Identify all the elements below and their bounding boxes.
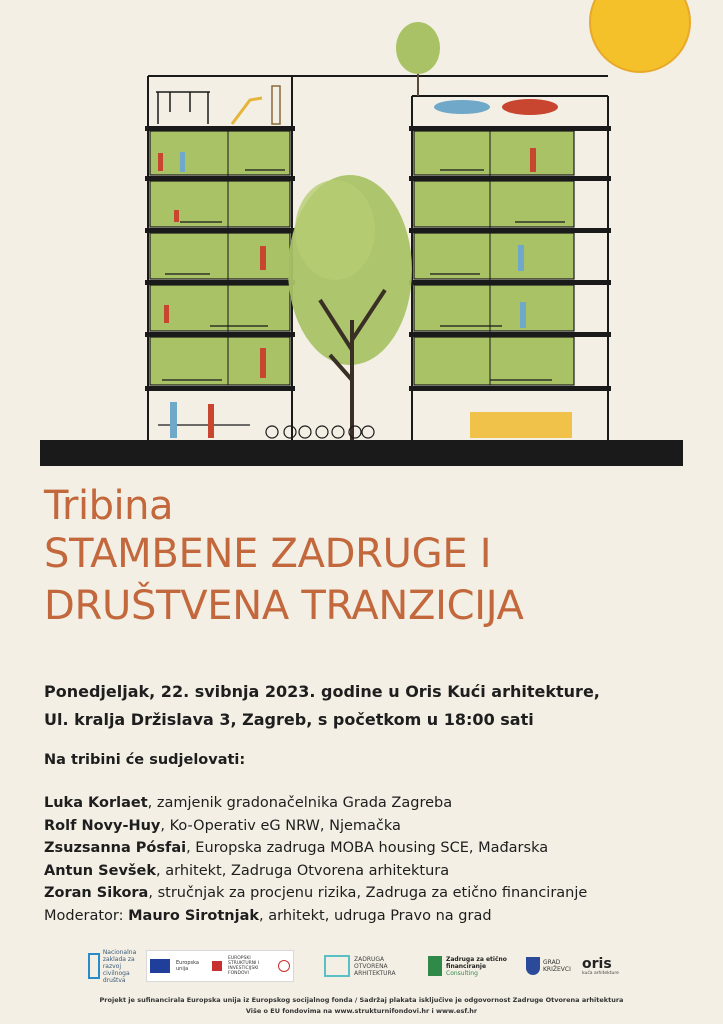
participant-name: Antun Sevšek [44,862,157,879]
title-line-3: DRUŠTVENA TRANZICIJA [44,583,524,629]
participant-role: , arhitekt, udruga Pravo na grad [259,907,492,924]
participant-row [44,815,704,838]
logo-zoa: ZADRUGA OTVORENA ARHITEKTURA [324,948,402,984]
bicycles [266,426,374,438]
participant-name: Zsuzsanna Pósfai [44,840,187,856]
participant-role: , zamjenik gradonačelnika Grada Zagreba [147,795,453,811]
participant-row [44,792,704,815]
event-details [44,678,704,734]
title-block [44,484,704,632]
participant-name: Mauro Sirotnjak [128,907,260,924]
eu-flag-icon [150,959,170,973]
ground [40,440,683,466]
badge-icon [278,960,290,972]
esf-icon [212,961,222,971]
zaklada-icon [88,953,100,979]
moderator-row [44,905,704,928]
rooftop-tree [396,22,440,96]
participant-row [44,882,704,905]
left-wing [150,131,290,385]
logo-oris: oris kuća arhitekture [582,955,619,976]
participant-row [44,837,704,860]
participant-name: Luka Korlaet [44,795,148,811]
participants-list [44,792,704,927]
footer-disclaimer: Projekt je sufinancirala Europska unija iz Europskog socijalnog fonda / Sadržaj plakata isključive je odgovornost Zadruge Otvorena arhitektura [99,996,624,1004]
participant-role: , Europska zadruga MOBA housing SCE, Mađarska [186,840,549,856]
zef-icon [428,956,442,976]
event-date-line: Ponedjeljak, 22. svibnja 2023. godine u Oris Kući arhitekture, [44,682,600,701]
logo-krizevci: GRAD KRIŽEVCI [526,948,578,984]
right-wing [414,131,574,385]
participant-role: , arhitekt, Zadruga Otvorena arhitektura [156,862,450,879]
title-line-2: STAMBENE ZADRUGE I [44,531,492,577]
participant-role: , Ko-Operativ eG NRW, Njemačka [160,817,401,834]
event-address-line: Ul. kralja Držislava 3, Zagreb, s početkom u 18:00 sati [44,710,534,729]
sponsor-logos [88,948,688,984]
rooftop-people [434,99,558,115]
logo-zef: Zadruga za etično financiranje Consulting [428,948,528,984]
coat-of-arms-icon [526,957,540,975]
participants-heading: Na tribini će sudjelovati: [44,752,246,768]
title-line-1: Tribina [44,483,173,529]
participant-name: Rolf Novy-Huy [44,817,161,834]
participant-row [44,860,704,883]
central-tree [288,175,412,440]
participant-role: , stručnjak za procjenu rizika, Zadruga za etično financiranje [148,885,588,901]
logo-zaklada: Nacionalna zaklada za razvoj civilnoga društva [88,948,138,984]
building-illustration [0,0,723,470]
playground [156,86,280,124]
moderator-prefix: Moderator: [44,907,129,924]
rug [470,412,572,438]
zoa-icon [324,955,350,977]
logo-eu-esf: Europska unija EUROPSKI STRUKTURNI I INVESTICIJSKI FONDOVI [146,948,296,984]
sun-icon [590,0,690,72]
participant-name: Zoran Sikora [44,885,149,901]
footer-links: Više o EU fondovima na www.strukturnifondovi.hr i www.esf.hr [245,1007,478,1015]
